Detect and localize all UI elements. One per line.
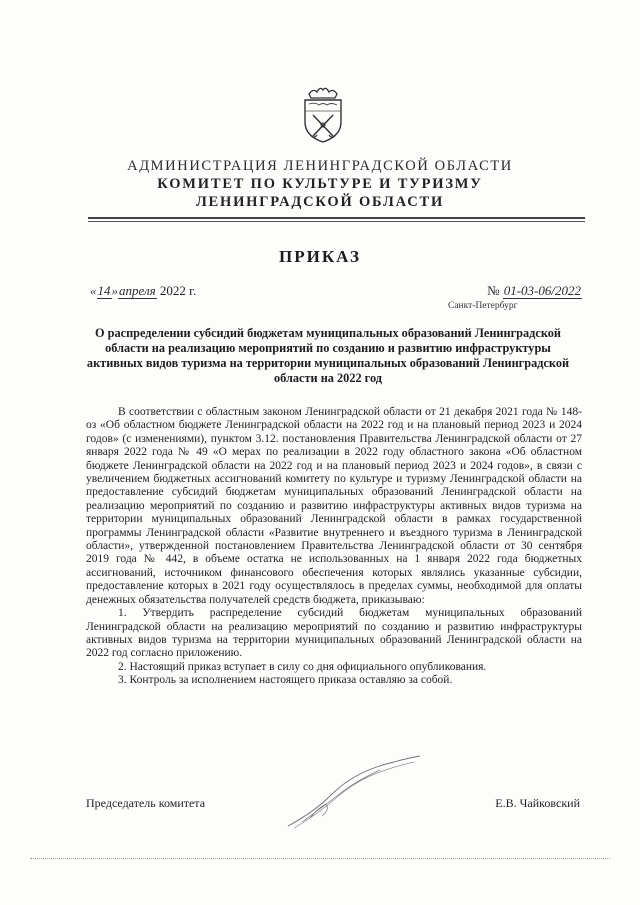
date-close-quote: » [111,283,118,298]
date-open-quote: « [90,283,97,298]
date-year: 2022 г. [159,283,197,298]
body-item-1: 1. Утвердить распределение субсидий бюджетам муниципальных образований Ленинградской области на реализацию мероприятий по созданию и развитию инфраструктуры активных видов туризма на территории муниципальных образований Ленинградской области на 2022 год согласно приложению. [86,607,582,660]
header-divider-thin [88,221,585,222]
document-number [487,283,582,299]
document-date [90,283,196,299]
body-item-3: 3. Контроль за исполнением настоящего приказа оставляю за собой. [118,674,453,687]
footer-divider [30,858,610,859]
date-day: 14 [97,283,111,298]
date-month: апреля [119,283,156,298]
coat-of-arms-icon [301,84,345,144]
handwritten-signature-icon [284,752,424,832]
number-label: № [487,283,500,298]
document-subject: О распределении субсидий бюджетам муниципальных образований Ленинградской области на реализацию мероприятий по созданию и развитию инфраструктуры активных видов туризма на территории муниципальных образований Ленинградской области на 2022 год [86,326,570,385]
document-title: ПРИКАЗ [279,247,361,266]
org-name-committee: КОМИТЕТ ПО КУЛЬТУРЕ И ТУРИЗМУ [157,176,483,192]
org-name-administration: АДМИНИСТРАЦИЯ ЛЕНИНГРАДСКОЙ ОБЛАСТИ [127,158,513,174]
header-divider-thick [88,217,585,219]
org-name-region: ЛЕНИНГРАДСКОЙ ОБЛАСТИ [195,194,445,210]
body-preamble: В соответствии с областным законом Ленинградской области от 21 декабря 2021 года № 148-оз «Об областном бюджете Ленинградской области на 2022 год и на плановый период 2023 и 2024 годов» (с изменениями), пунктом 3.12. постановления Правительства Ленинградской области от 27 января 2022 года № 49 «О мерах по реализации в 2022 году областного закона «Об областном бюджете Ленинградской области на 2022 год и на плановый период 2023 и 2024 годов», в связи с увеличением бюджетных ассигнований комитету по культуре и туризму Ленинградской области на предоставление субсидий бюджетам муниципальных образований Ленинградской области на реализацию мероприятий по созданию и развитию инфраструктуры активных видов туризма на территории муниципальных образований Ленинградской области в рамках государственной программы Ленинградской области «Развитие внутреннего и въездного туризма в Ленинградской области», утвержденной постановлением Правительства Ленинградской области от 30 сентября 2019 года № 442, в объеме остатка не использованных на 1 января 2022 года бюджетных ассигнований, источником финансового обеспечения которых являлись указанные субсидии, предоставление которых в 2021 году осуществлялось в пределах суммы, необходимой для оплаты денежных обязательства получателей средств бюджета, приказываю: [86,406,582,606]
signer-name: Е.В. Чайковский [495,796,580,810]
number-value: 01-03-06/2022 [503,283,581,298]
signer-position: Председатель комитета [86,796,206,810]
document-city: Санкт-Петербург [448,301,518,311]
body-item-2: 2. Настоящий приказ вступает в силу со дня официального опубликования. [118,660,487,673]
document-body [86,406,582,688]
